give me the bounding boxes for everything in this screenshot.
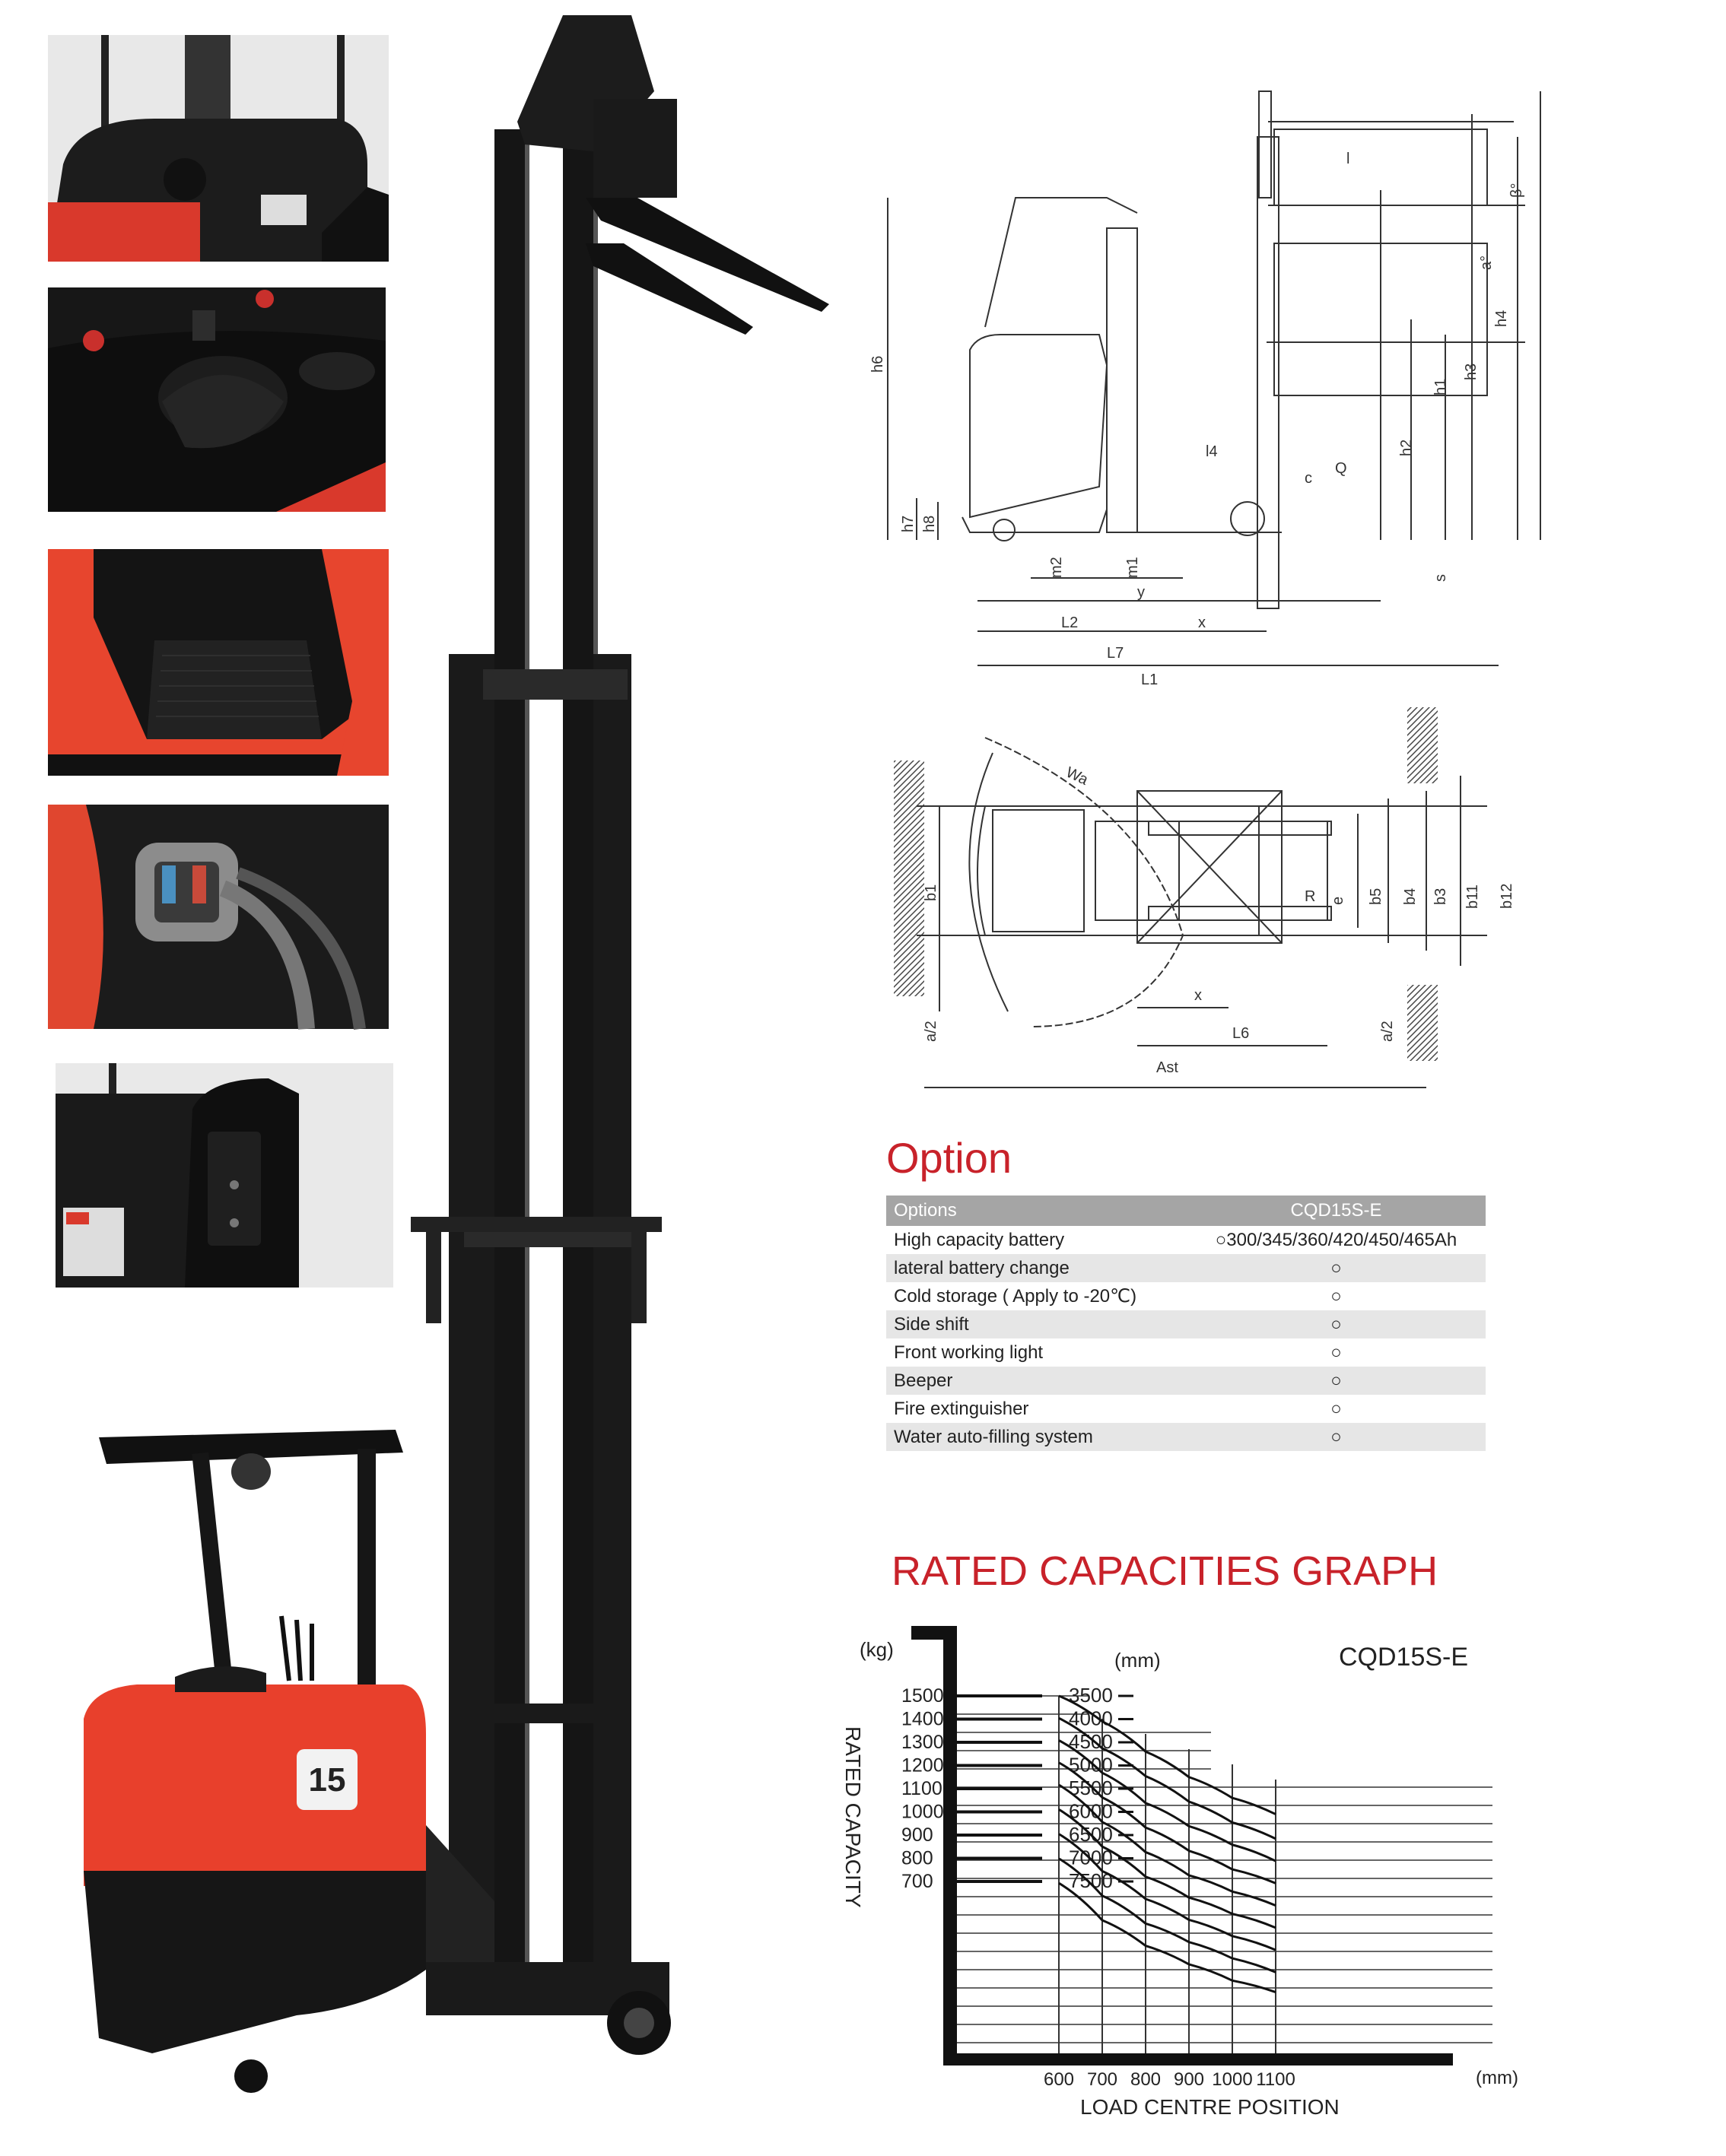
dim-x: x [1198,614,1206,631]
dim-L2: L2 [1061,614,1079,631]
y-tick-label: 800 [901,1847,933,1869]
reach-truck-image [68,0,799,2156]
dim-R: R [1305,888,1316,905]
option-label: Front working light [894,1342,1044,1363]
dim-m2: m2 [1048,557,1065,578]
dim-Wa: Wa [1063,764,1091,789]
y-tick-label: 1500 [901,1685,944,1707]
options-table [886,1195,1486,1451]
y-tick-label: 700 [901,1871,933,1892]
height-unit-label: (mm) [1114,1649,1161,1672]
options-header-label: Options [886,1195,1187,1226]
dim-Q: Q [1335,460,1347,477]
table-row [886,1282,1486,1310]
x-tick-label: 800 [1130,2069,1162,2090]
dim-s: s [1432,574,1449,582]
x-tick-label: 600 [1043,2069,1075,2090]
y-axis-label: RATED CAPACITY [841,1726,865,1908]
rated-capacity-chart [829,1612,1544,2145]
lift-height-label: 5000 [1069,1753,1113,1777]
lift-height-label: 6000 [1069,1799,1113,1823]
lift-height-label: 4000 [1069,1707,1113,1730]
option-value: ○ [1187,1254,1486,1282]
side-view-drawing [869,76,1563,700]
lift-height-label: 5500 [1069,1777,1113,1799]
table-row [886,1367,1486,1395]
x-tick-label: 1000 [1212,2069,1253,2090]
dim-e: e [1330,896,1346,905]
y-tick-label: 1100 [901,1778,942,1799]
lift-height-label: 4500 [1069,1730,1113,1753]
dim-a2-right: a/2 [1379,1021,1396,1042]
table-row [886,1310,1486,1338]
dim-h3: h3 [1463,363,1480,380]
y-tick-label: 1000 [901,1801,944,1823]
option-label: High capacity battery [894,1229,1065,1250]
options-table-header [886,1195,1486,1226]
dim-a2-left: a/2 [923,1021,939,1042]
dim-L1: L1 [1141,672,1159,688]
y-tick-label: 1300 [901,1732,944,1753]
dim-alpha: a° [1478,255,1495,270]
dim-b3: b3 [1432,887,1449,905]
dim-L7: L7 [1107,645,1124,662]
graph-title: RATED CAPACITIES GRAPH [892,1548,1438,1594]
x-tick-label: 1100 [1256,2069,1295,2090]
x-unit-label: (mm) [1476,2068,1518,2088]
option-label: Cold storage ( Apply to -20℃) [894,1286,1137,1307]
dim-c: c [1305,470,1312,487]
dim-h2: h2 [1398,439,1415,456]
lift-height-label: 3500 [1069,1684,1113,1707]
y-unit-label: (kg) [860,1638,894,1661]
table-row [886,1423,1486,1451]
option-value: ○300/345/360/420/450/465Ah [1215,1229,1457,1250]
option-value: ○ [1187,1310,1486,1338]
option-title: Option [886,1134,1012,1182]
option-value: ○ [1187,1367,1486,1395]
svg-text:15: 15 [308,1761,346,1799]
option-label: lateral battery change [886,1254,1187,1282]
option-label: Beeper [886,1367,1187,1395]
dim-l: l [1346,151,1350,167]
y-tick-label: 900 [901,1824,933,1846]
table-row [886,1395,1486,1423]
dim-L6: L6 [1232,1025,1250,1042]
dim-beta: β° [1508,183,1525,198]
dim-b12: b12 [1499,883,1515,909]
x-tick-label: 700 [1086,2069,1118,2090]
dim-h1: h1 [1432,378,1449,395]
dim-l4: l4 [1206,443,1218,460]
dim-h8: h8 [921,515,938,532]
option-value: ○ [1330,1285,1342,1307]
top-view-drawing [894,707,1533,1088]
dim-h4: h4 [1493,310,1510,327]
dim-y: y [1137,584,1145,601]
option-label: Fire extinguisher [894,1398,1029,1419]
table-row [886,1226,1486,1254]
lift-height-label: 7500 [1069,1869,1113,1892]
dim-h7: h7 [900,515,917,532]
options-header-model: CQD15S-E [1187,1195,1486,1226]
option-value: ○ [1330,1398,1342,1419]
dim-b11: b11 [1464,884,1481,909]
option-label: Side shift [886,1310,1187,1338]
table-row [886,1254,1486,1282]
option-label: Water auto-filling system [886,1423,1187,1451]
dim-x-top: x [1194,987,1202,1004]
y-tick-label: 1400 [901,1708,944,1730]
model-label: CQD15S-E [1339,1643,1469,1672]
dim-Ast: Ast [1156,1059,1178,1076]
option-value: ○ [1330,1342,1342,1363]
dim-h6: h6 [869,355,886,373]
dim-b5: b5 [1368,887,1384,905]
dim-b1: b1 [923,884,939,901]
option-value: ○ [1187,1423,1486,1451]
lift-height-label: 6500 [1069,1823,1113,1846]
y-tick-label: 1200 [901,1754,944,1777]
dim-b4: b4 [1402,887,1419,905]
dim-m1: m1 [1124,557,1141,578]
x-axis-label: LOAD CENTRE POSITION [1080,2095,1340,2119]
x-tick-label: 900 [1173,2069,1205,2090]
table-row [886,1338,1486,1367]
lift-height-label: 7000 [1069,1846,1113,1869]
